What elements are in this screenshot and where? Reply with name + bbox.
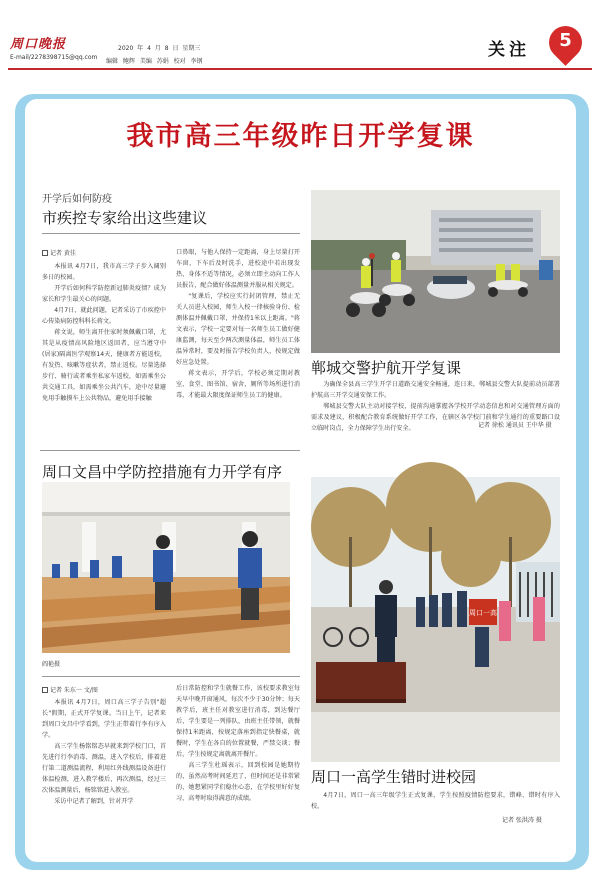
main-headline: 我市高三年级昨日开学复课	[126, 121, 475, 152]
story3-byline-text: 记者 朱东一 文/图	[50, 687, 98, 694]
masthead	[0, 0, 600, 70]
police-escort-photo	[311, 190, 560, 353]
story4-body	[311, 790, 560, 814]
paragraph: 采访中记者了解到，针对开学	[54, 798, 134, 805]
school-entrance-photo	[311, 477, 560, 762]
story3-photo-credit: 阎艳摄	[42, 661, 61, 668]
paragraph: "复课后，学校应实行封闭管理，禁止无关人员进入校园，师生入校一律核验身份、检测体温并佩戴口罩，并保持1米以上距离。"蒋文表示，学校一定要对每一名师生员工做好健康监测，每天至少两次测量体温，师生员工体温异常时，要及时报告学校负责人，按规定做好应急处置。	[176, 293, 300, 366]
story2-credit: 记者 徐松 通讯员 王中华 摄	[478, 422, 552, 429]
paragraph: 蒋文表示，开学后，学校必须定期对教室、食堂、图书馆、宿舍、厕所等场所进行消毒，才能最大限度保证师生员工的健康。	[176, 370, 300, 399]
paragraph: 本报讯 4月7日，周口高三学子告别"超长"假期，正式开学复课。当日上午，记者来到周口文昌中学看到，学生正带着行李有序入学。	[42, 699, 166, 739]
story1-byline	[42, 248, 76, 257]
paragraph: 为确保全县高三学生开学日道路交通安全畅通，连日来，郸城县交警大队提前动员部署护航高三开学交通安保工作。	[311, 381, 560, 399]
paragraph: 郸城县交警大队主动对接学校，提前沟通掌握各学校开学动态信息和对交通管理方面的需求及建议，积极配合教育系统做好开学工作，在辖区各学校门前和学生通行的重要路口设立临时岗点，全力保障学生出行安全。	[311, 403, 560, 432]
story1-kicker: 开学后如何防疫	[42, 194, 112, 205]
paragraph: 后日常防控和学生就餐工作，该校要求教室每天早中晚开窗通风，每次不少于30分钟；每天教学后，班主任对教室进行消毒，到达餐厅后，学生要是一列排队，由班主任带领，就餐保持1米距离，按规定落座到指定快餐桌，就餐时，学生在各自的位置就餐，严禁交谈；餐后，学生按规定离就离开餐厅。	[176, 685, 300, 758]
contact-email: E-mail/2278398715@qq.com	[10, 54, 98, 61]
paragraph: 开学后如何科学防控新冠肺炎疫情？成为家长和学生最关心的问题。	[42, 285, 166, 303]
paragraph: 高三学生杜瑶表示，回到校园是她期待的，虽然高考时间延迟了，但时间还是非常紧的，她想紧同学们稳住心态，在学校里好好复习，高考时取得满意的成绩。	[176, 762, 300, 802]
paragraph: 4月7日，周口一高三年级学生正式复课，学生按照疫情防控要求，错峰、错时有序入校。	[311, 792, 560, 810]
issue-date: 2020 年 4 月 8 日 星期三	[118, 45, 201, 52]
square-icon	[42, 687, 48, 693]
story1-column-2	[176, 247, 300, 427]
masthead-rule	[8, 68, 592, 70]
story1-title: 市疾控专家给出这些建议	[42, 209, 208, 227]
paragraph: 口鼻眼，与他人保持一定距离，身上尽量打开车窗，下车后及时洗手，进校途中若出现发热、身体不适等情况，必须立即主动向工作人员报告，配合做好体温测量并服从相关规定。	[176, 249, 300, 289]
divider	[40, 450, 300, 451]
school-sign-text: 周口一高	[469, 609, 497, 617]
divider	[42, 233, 300, 234]
story2-title: 郸城交警护航开学复课	[311, 359, 462, 377]
square-icon	[42, 250, 48, 256]
story4-credit: 记者 张洪涛 摄	[502, 817, 542, 824]
paragraph: 蒋文说，师生离开住家时须佩戴口罩，尤其是从疫情高风险地区返回者，应当遵守中(居家)隔离医学观察14天，健康者方能返校，有发热、咳嗽等症状者，禁止返校。尽量选择步行、骑行或者乘坐私家车返校，如需乘坐公共交通工具，如需乘坐公共汽车，途中尽量避免用手触摸车上公共物品，避免用手接触	[42, 329, 166, 402]
editor-credits: 编辑 鲍辉 美编 苏娟 校对 李钢	[106, 58, 203, 65]
classroom-photo	[42, 482, 290, 653]
story3-column-2	[176, 683, 300, 829]
section-title: 关注	[488, 40, 530, 60]
story1-column-1	[42, 261, 166, 402]
paragraph: 高三学生杨铭铭态早就来到学校门口，首先进行行李消毒、测温，进入学校后，排着进行第二道测温流程，利用红外线测温设备进行体温检测，进入教学楼后，再次测温，经过三次体温测量后，杨铭铭进入教室。	[42, 743, 166, 794]
story3-title: 周口文昌中学防控措施有力开学有序	[42, 463, 283, 481]
story3-byline	[42, 685, 98, 694]
paragraph: 本报讯 4月7日，我市高三学子步入阔别多日的校园。	[42, 263, 166, 281]
divider	[42, 676, 300, 677]
paragraph: 4月7日，就此问题，记者采访了市疾控中心传染病防控科科长蒋文。	[42, 307, 166, 325]
page-number: 5	[559, 30, 572, 51]
story3-column-1	[42, 697, 166, 829]
newspaper-logo: 周口晚报	[10, 37, 67, 52]
story1-byline-text: 记者 黄佳	[50, 250, 76, 257]
story4-title: 周口一高学生错时进校园	[311, 768, 477, 786]
